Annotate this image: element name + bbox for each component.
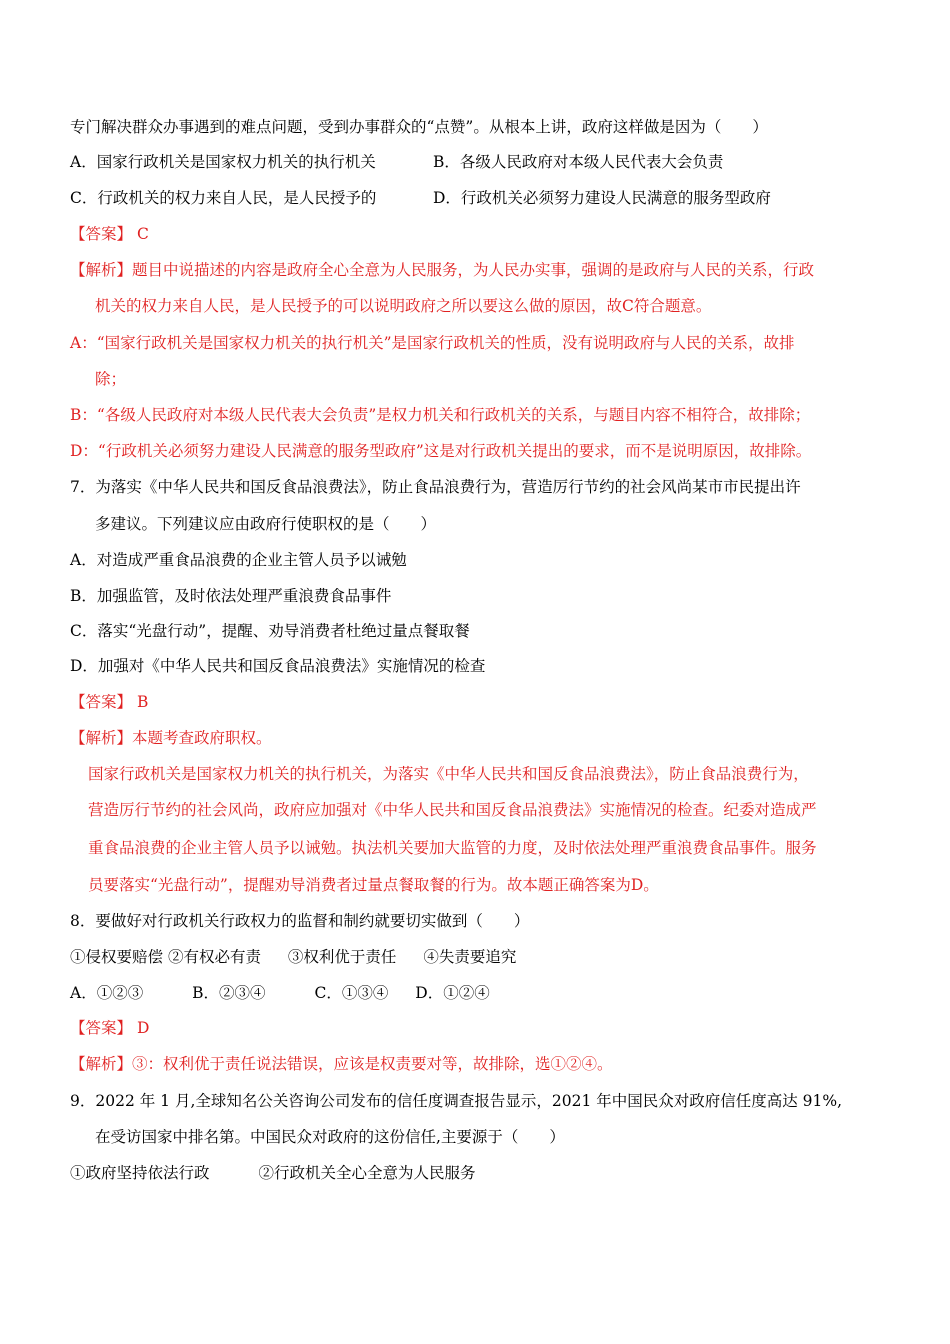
q8-items xyxy=(70,947,516,967)
q6-analysis-line-5: B：“各级人民政府对本级人民代表大会负责”是权力机关和行政机关的关系，与题目内容不相符合，故排除； xyxy=(70,406,811,424)
q7-option-b: B．加强监管，及时依法处理严重浪费食品事件 xyxy=(70,587,392,605)
q7-answer xyxy=(70,692,148,712)
q6-analysis-line-3: A：“国家行政机关是国家权力机关的执行机关”是国家行政机关的性质，没有说明政府与人民的关系，故排 xyxy=(70,334,795,352)
q8-options xyxy=(70,983,490,1003)
analysis-text: 本题考查政府职权。 xyxy=(132,729,272,747)
analysis-tag: 【解析】 xyxy=(70,1055,133,1073)
answer-value: C xyxy=(136,225,149,243)
q8-item-4: ④失责要追究 xyxy=(423,948,517,966)
q9-item-1: ①政府坚持依法行政 xyxy=(70,1164,210,1182)
q7-stem-line-1: 7．为落实《中华人民共和国反食品浪费法》，防止食品浪费行为，营造厉行节约的社会风尚某市市民提出许 xyxy=(70,478,801,496)
q7-stem-line-2: 多建议。下列建议应由政府行使职权的是（ ） xyxy=(95,515,437,533)
q7-analysis-line-4: 重食品浪费的企业主管人员予以诫勉。执法机关要加大监管的力度，及时依法处理严重浪费食品事件。服务 xyxy=(88,839,817,857)
q6-answer xyxy=(70,224,149,244)
q8-option-a: A．①②③ xyxy=(70,984,144,1002)
q6-analysis-line-6: D：“行政机关必须努力建设人民满意的服务型政府”这是对行政机关提出的要求，而不是说明原因，故排除。 xyxy=(70,442,812,460)
q8-analysis xyxy=(70,1054,613,1074)
q8-option-c: C．①③④ xyxy=(314,984,389,1002)
q9-stem-line-2: 在受访国家中排名第。中国民众对政府的这份信任,主要源于（ ） xyxy=(95,1128,565,1146)
answer-value: D xyxy=(136,1019,150,1037)
answer-tag: 【答案】 xyxy=(70,225,133,243)
answer-value: B xyxy=(136,693,149,711)
q9-items xyxy=(70,1163,475,1183)
q7-analysis-line-5: 员要落实“光盘行动”，提醒劝导消费者过量点餐取餐的行为。故本题正确答案为D。 xyxy=(88,876,659,894)
q8-answer xyxy=(70,1018,149,1038)
q7-option-a: A．对造成严重食品浪费的企业主管人员予以诫勉 xyxy=(70,551,407,569)
q6-analysis-line-4: 除； xyxy=(95,370,127,388)
q6-analysis-line-2: 机关的权力来自人民，是人民授予的可以说明政府之所以要这么做的原因，故C符合题意。 xyxy=(95,297,712,315)
answer-tag: 【答案】 xyxy=(70,1019,133,1037)
answer-tag: 【答案】 xyxy=(70,693,133,711)
q7-analysis-line-2: 国家行政机关是国家权力机关的执行机关，为落实《中华人民共和国反食品浪费法》，防止食品浪费行为， xyxy=(88,765,809,783)
q7-analysis-line-1 xyxy=(70,728,272,748)
q8-item-2: ②有权必有责 xyxy=(167,948,261,966)
q8-item-3: ③权利优于责任 xyxy=(287,948,397,966)
q8-stem: 8．要做好对行政机关行政权力的监督和制约就要切实做到（ ） xyxy=(70,912,530,930)
q6-analysis-line-1 xyxy=(70,260,814,280)
q6-option-c: C．行政机关的权力来自人民，是人民授予的 xyxy=(70,189,377,207)
q7-analysis-line-3: 营造厉行节约的社会风尚，政府应加强对《中华人民共和国反食品浪费法》实施情况的检查。纪委对造成严 xyxy=(88,801,817,819)
analysis-tag: 【解析】 xyxy=(70,261,133,279)
q7-option-d: D．加强对《中华人民共和国反食品浪费法》实施情况的检查 xyxy=(70,657,486,675)
q9-item-2: ②行政机关全心全意为人民服务 xyxy=(258,1164,476,1182)
q6-option-a: A．国家行政机关是国家权力机关的执行机关 xyxy=(70,153,376,171)
q8-item-1: ①侵权要赔偿 xyxy=(70,948,164,966)
analysis-tag: 【解析】 xyxy=(70,729,133,747)
q8-option-b: B．②③④ xyxy=(192,984,266,1002)
analysis-text: 题目中说描述的内容是政府全心全意为人民服务，为人民办实事，强调的是政府与人民的关系，行政 xyxy=(132,261,815,279)
q6-option-b: B．各级人民政府对本级人民代表大会负责 xyxy=(433,153,724,171)
q6-stem: 专门解决群众办事遇到的难点问题，受到办事群众的“点赞”。从根本上讲，政府这样做是因为（ ） xyxy=(70,118,768,136)
q7-option-c: C．落实“光盘行动”，提醒、劝导消费者杜绝过量点餐取餐 xyxy=(70,622,470,640)
analysis-text: ③：权利优于责任说法错误，应该是权责要对等，故排除，选①②④。 xyxy=(132,1055,613,1073)
q9-stem-line-1: 9．2022 年 1 月,全球知名公关咨询公司发布的信任度调查报告显示，2021 年中国民众对政府信任度高达 91%, xyxy=(70,1092,843,1110)
q6-option-d: D．行政机关必须努力建设人民满意的服务型政府 xyxy=(433,189,771,207)
q8-option-d: D．①②④ xyxy=(415,984,490,1002)
